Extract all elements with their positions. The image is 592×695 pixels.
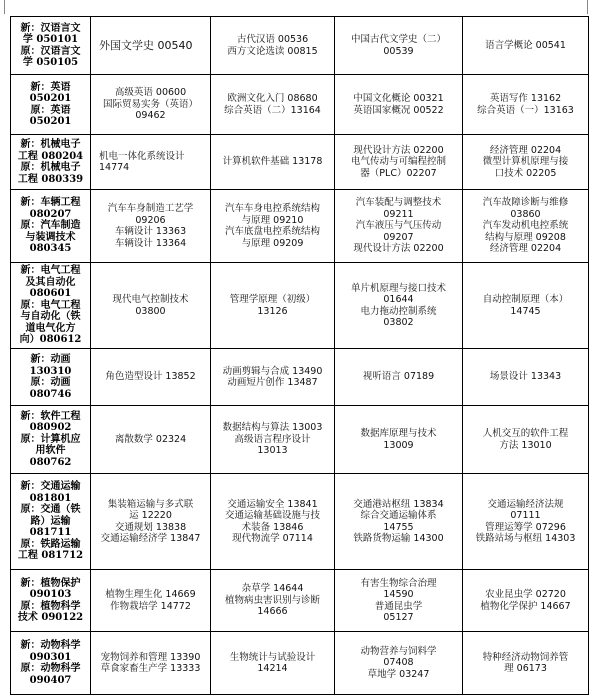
major-line: 原：机械电子 [20, 162, 81, 173]
major-line: 原：动物科学 [20, 663, 81, 674]
course-line: 综合英语（一）13163 [477, 104, 574, 116]
course-line: 13013 [257, 445, 288, 457]
course-line: 14745 [510, 305, 541, 317]
major-line: 050201 [29, 93, 72, 104]
major-line: 原：汉语言文 [20, 45, 81, 57]
major-line: 原：计算机应 [20, 433, 81, 445]
course-cell [91, 570, 211, 632]
major-line: 新：动画 [30, 354, 71, 365]
course-cell [211, 75, 335, 135]
course-line: 视听语言 07189 [362, 371, 435, 383]
major-line: 080601 [29, 288, 72, 300]
major-line: 及其自动化 [25, 276, 76, 288]
course-line: 理 06173 [504, 663, 547, 674]
course-line: 交通港站枢纽 13834 [353, 498, 444, 510]
course-line: 汽车车身电控系统结构 [224, 203, 320, 214]
course-line: 现代设计方法 02200 [353, 144, 444, 156]
course-cell [335, 632, 463, 695]
course-line: 14666 [257, 606, 288, 618]
course-cell [91, 632, 211, 695]
course-cell [211, 474, 335, 570]
course-cell [91, 349, 211, 406]
table-body [11, 17, 589, 695]
major-line: 路）运输 [30, 515, 71, 527]
course-cell [335, 190, 463, 263]
course-line: 外国文学史 00540 [99, 38, 193, 52]
major-line: 新：交通运输 [20, 481, 81, 493]
major-cell [11, 570, 91, 632]
major-line: 原：汽车制造 [20, 220, 81, 232]
course-line: 09211 [383, 208, 414, 220]
course-line: 生物统计与试验设计 [229, 651, 316, 663]
course-cell [91, 17, 211, 75]
course-cell [335, 263, 463, 349]
major-cell [11, 349, 91, 406]
major-line: 090301 [29, 651, 72, 663]
major-line: 原：植物科学 [20, 600, 81, 612]
major-line: 新：英语 [30, 81, 71, 93]
table-row [11, 17, 589, 75]
major-cell [11, 135, 91, 190]
course-line: 与原理 09210 [241, 214, 304, 226]
major-cell [11, 263, 91, 349]
course-line: 09462 [135, 110, 166, 122]
course-replacement-table [10, 16, 589, 695]
course-line: 西方文论选读 00815 [227, 45, 318, 57]
major-line: 080762 [29, 456, 72, 468]
course-line: 14755 [383, 521, 414, 533]
course-cell [463, 135, 589, 190]
course-cell [211, 406, 335, 474]
course-line: 综合英语（二）13164 [224, 104, 321, 116]
course-line: 植物化学保护 14667 [480, 600, 571, 612]
course-line: 05127 [383, 612, 414, 623]
major-line: 用软件 [35, 445, 66, 457]
course-line: 07111 [510, 510, 541, 521]
course-cell [211, 17, 335, 75]
course-line: 草食家畜生产学 13333 [100, 663, 201, 674]
course-line: 英语国家概况 00522 [353, 104, 444, 116]
course-line: 机电一体化系统设计 [99, 150, 185, 162]
major-line: 080902 [29, 422, 72, 434]
course-cell [463, 570, 589, 632]
table-row [11, 406, 589, 474]
course-line: 普通昆虫学 [374, 600, 423, 612]
major-line: 新：机械电子 [20, 139, 81, 150]
major-line: 新：植物保护 [20, 577, 81, 589]
course-line: 术装备 13846 [241, 521, 304, 533]
course-cell [211, 632, 335, 695]
course-line: 电气传动与可编程控制 [350, 156, 446, 168]
major-line: 工程 081712 [17, 550, 84, 562]
course-line: 古代汉语 00536 [236, 34, 309, 45]
course-line: 14774 [99, 162, 130, 173]
course-cell [463, 474, 589, 570]
course-line: 方法 13010 [499, 439, 552, 451]
course-line: 单片机原理与接口技术 [350, 282, 446, 294]
course-line: 作物栽培学 14772 [110, 600, 191, 612]
course-cell [335, 474, 463, 570]
course-line: 03800 [135, 305, 166, 317]
course-line: 有害生物综合治理 [360, 577, 437, 589]
course-line: 国际贸易实务（英语） [102, 98, 198, 110]
major-line: 050201 [29, 116, 72, 127]
course-line: 07408 [383, 657, 414, 669]
major-line: 原：交通（铁 [20, 504, 81, 516]
major-line: 新：汉语言文 [20, 22, 81, 34]
course-line: 09206 [135, 214, 166, 226]
major-cell [11, 474, 91, 570]
major-line: 080746 [29, 388, 72, 400]
course-line: 角色造型设计 13852 [105, 371, 196, 383]
course-cell [463, 17, 589, 75]
major-line: 原：电气工程 [20, 299, 81, 311]
course-cell [211, 190, 335, 263]
course-line: 离散数学 02324 [114, 433, 187, 445]
course-line: 车辆设计 13363 [114, 226, 187, 237]
course-line: 场景设计 13343 [489, 371, 562, 383]
course-line: 动画剪辑与合成 13490 [222, 365, 323, 377]
major-line: 新：软件工程 [20, 410, 81, 422]
course-line: 微型计算机原理与接 [482, 156, 569, 168]
course-line: 经济管理 02204 [489, 243, 562, 255]
major-line: 与装调技术 [25, 231, 76, 243]
course-cell [463, 349, 589, 406]
course-cell [211, 349, 335, 406]
major-line: 原：动画 [30, 377, 71, 388]
course-cell [91, 474, 211, 570]
major-line: 新：动物科学 [20, 640, 81, 651]
course-line: 汽车装配与调整技术 [355, 197, 442, 209]
major-line: 学 050105 [22, 57, 79, 68]
major-line: 原：铁路运输 [20, 538, 81, 550]
course-line: 草地学 03247 [367, 668, 430, 680]
course-line: 00539 [383, 45, 414, 57]
major-line: 技术 090122 [17, 612, 84, 623]
course-cell [91, 406, 211, 474]
course-cell [463, 263, 589, 349]
course-cell [211, 135, 335, 190]
course-line: 13009 [383, 439, 414, 451]
course-line: 现代设计方法 02200 [353, 243, 444, 255]
major-line: 工程 080204 [17, 150, 84, 162]
course-line: 中国古代文学史（二） [350, 34, 446, 45]
major-line: 081711 [29, 527, 72, 539]
course-line: 人机交互的软件工程 [482, 428, 569, 439]
course-line: 高级语言程序设计 [234, 433, 311, 445]
course-line: 特种经济动物饲养管 [482, 651, 569, 663]
table-row [11, 474, 589, 570]
table-row [11, 190, 589, 263]
major-line: 与自动化（铁 [20, 311, 81, 323]
major-cell [11, 17, 91, 75]
course-line: 结构与原理 09208 [485, 231, 566, 243]
major-line: 工程 080339 [17, 173, 84, 185]
course-cell [335, 17, 463, 75]
major-line: 080207 [29, 208, 72, 220]
course-line: 13126 [257, 305, 288, 317]
course-cell [335, 406, 463, 474]
page-edge-mark-right [587, 0, 588, 14]
course-line: 交通运输经济学 13847 [100, 533, 201, 544]
course-line: 数据库原理与技术 [360, 428, 437, 439]
course-line: 管理学原理（初级） [229, 294, 316, 305]
table-row [11, 570, 589, 632]
course-line: 汽车故障诊断与维修 [482, 197, 569, 209]
course-cell [463, 632, 589, 695]
course-line: 数据结构与算法 13003 [222, 422, 323, 434]
course-cell [463, 406, 589, 474]
course-line: 口技术 02205 [494, 167, 557, 179]
course-line: 动物营养与饲料学 [360, 645, 437, 657]
course-line: 现代电气控制技术 [112, 294, 189, 305]
major-line: 道电气化方 [25, 322, 76, 334]
course-line: 铁路货物运输 14300 [353, 533, 444, 544]
major-line: 新：车辆工程 [20, 197, 81, 209]
course-line: 车辆设计 13364 [114, 237, 187, 249]
course-line: 14590 [383, 589, 414, 600]
course-line: 欧洲文化入门 08680 [227, 93, 318, 104]
course-line: 植物生理生化 14669 [105, 589, 196, 600]
course-line: 汽车底盘电控系统结构 [224, 226, 320, 237]
course-line: 铁路站场与枢纽 14303 [475, 533, 576, 544]
major-line: 090407 [29, 674, 72, 686]
major-line: 130310 [29, 365, 72, 377]
major-cell [11, 190, 91, 263]
major-cell [11, 406, 91, 474]
course-line: 植物病虫害识别与诊断 [224, 594, 320, 606]
course-cell [335, 135, 463, 190]
course-line: 现代物流学 07114 [232, 533, 313, 544]
course-line: 与原理 09209 [241, 237, 304, 249]
table-row [11, 135, 589, 190]
course-line: 宠物饲养和管理 13390 [100, 651, 201, 663]
course-line: 14214 [257, 663, 288, 674]
course-cell [91, 190, 211, 263]
course-line: 汽车车身制造工艺学 [107, 203, 194, 214]
course-line: 交通运输安全 13841 [227, 498, 318, 510]
major-line: 向）080612 [19, 334, 82, 346]
course-line: 中国文化概论 00321 [353, 93, 444, 104]
major-cell [11, 75, 91, 135]
course-line: 动画短片创作 13487 [227, 377, 318, 388]
course-line: 运 12220 [129, 510, 172, 521]
major-line: 学 050101 [22, 34, 79, 45]
course-cell [463, 75, 589, 135]
course-line: 器（PLC）02207 [360, 167, 437, 179]
major-line: 080345 [29, 243, 72, 255]
major-line: 原：英语 [30, 104, 71, 116]
table-row [11, 263, 589, 349]
course-line: 语言学概论 00541 [485, 39, 566, 51]
course-cell [335, 349, 463, 406]
course-line: 03860 [510, 208, 541, 220]
course-line: 03802 [383, 317, 414, 328]
course-line: 杂草学 14644 [241, 583, 304, 595]
course-line: 综合交通运输体系 [360, 510, 437, 521]
course-line: 经济管理 02204 [489, 144, 562, 156]
course-line: 农业昆虫学 02720 [485, 589, 566, 600]
course-line: 计算机软件基础 13178 [222, 156, 323, 168]
course-line: 01644 [383, 294, 414, 305]
course-cell [335, 570, 463, 632]
course-line: 集装箱运输与多式联 [107, 498, 194, 510]
major-line: 新：电气工程 [20, 265, 81, 277]
course-line: 电力拖动控制系统 [360, 305, 437, 317]
table-row [11, 632, 589, 695]
table-row [11, 349, 589, 406]
course-line: 交通运输经济法规 [487, 498, 564, 510]
course-line: 汽车液压与气压传动 [355, 220, 442, 232]
course-cell [463, 190, 589, 263]
course-line: 管理运筹学 07296 [485, 521, 566, 533]
page-edge-mark-left [4, 0, 5, 14]
course-cell [91, 135, 211, 190]
course-cell [211, 570, 335, 632]
course-line: 交通运输基础设施与技 [224, 510, 320, 521]
table-row [11, 75, 589, 135]
course-cell [335, 75, 463, 135]
course-line: 高级英语 00600 [114, 87, 187, 99]
course-line: 交通规划 13838 [114, 521, 187, 533]
major-line: 081801 [29, 492, 72, 504]
course-line: 自动控制原理（本） [482, 294, 569, 305]
course-cell [91, 263, 211, 349]
course-cell [211, 263, 335, 349]
major-cell [11, 632, 91, 695]
course-line: 英语写作 13162 [489, 93, 562, 104]
major-line: 090103 [29, 589, 72, 600]
course-line: 汽车发动机电控系统 [482, 220, 569, 232]
course-line: 09207 [383, 231, 414, 243]
course-cell [91, 75, 211, 135]
